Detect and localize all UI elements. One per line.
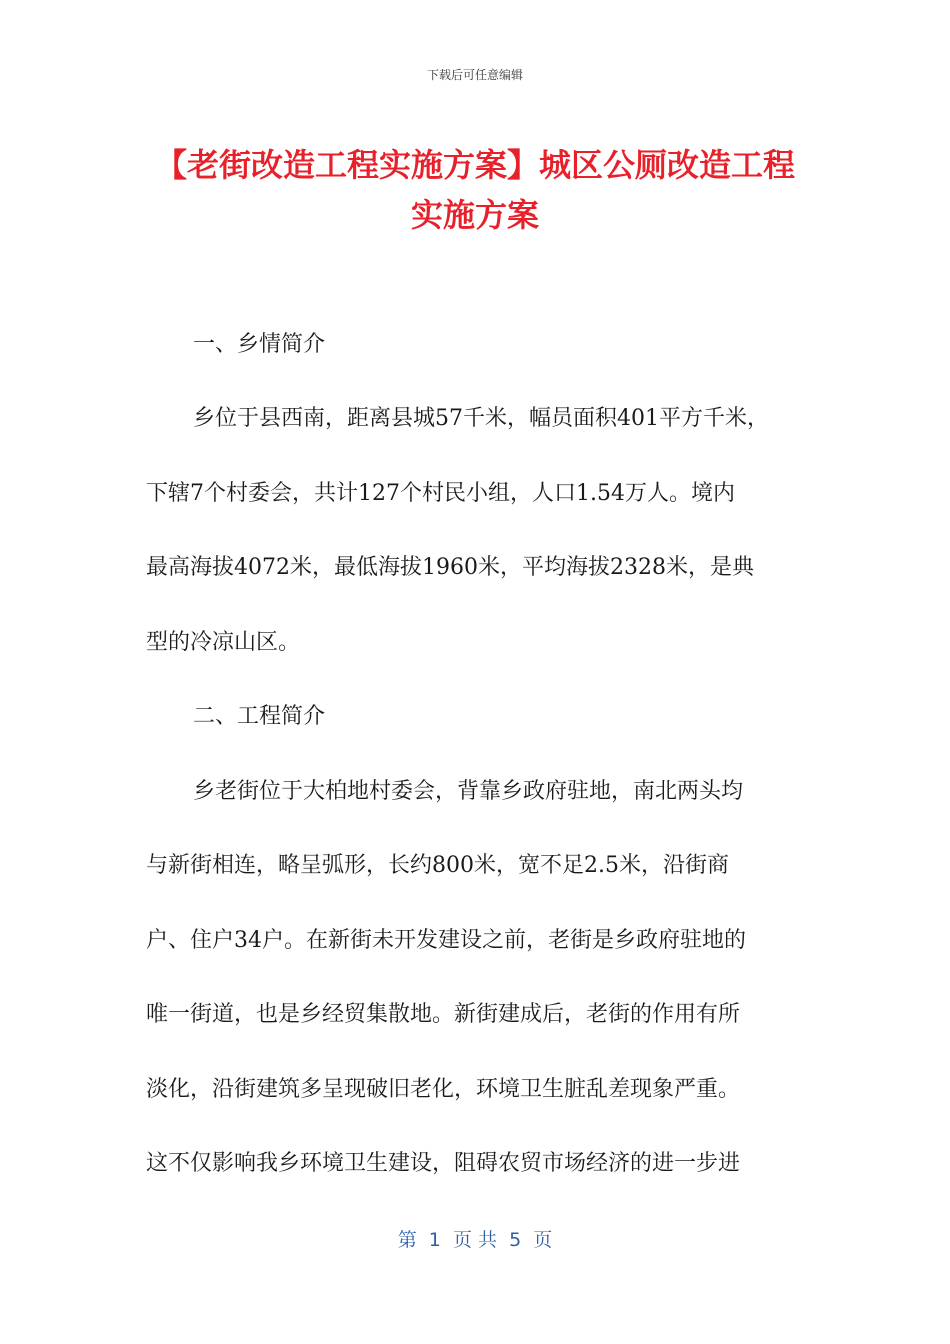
paragraph-line: 户、住户34户。在新街未开发建设之前，老街是乡政府驻地的 (146, 928, 746, 953)
paragraph-line: 型的冷凉山区。 (146, 630, 301, 655)
page-footer: 第 1 页 共 5 页 (397, 1229, 553, 1251)
section-heading-2: 二、工程简介 (193, 704, 326, 729)
section-heading-1: 一、乡情简介 (193, 332, 326, 357)
paragraph-line: 这不仅影响我乡环境卫生建设，阻碍农贸市场经济的进一步进 (146, 1151, 741, 1176)
paragraph-line: 与新街相连，略呈弧形，长约800米，宽不足2.5米，沿街商 (146, 853, 729, 878)
paragraph-line: 淡化，沿街建筑多呈现破旧老化，环境卫生脏乱差现象严重。 (146, 1077, 741, 1102)
paragraph-line: 乡位于县西南，距离县城57千米，幅员面积401平方千米， (193, 406, 769, 431)
paragraph-line: 最高海拔4072米，最低海拔1960米，平均海拔2328米，是典 (146, 555, 754, 580)
paragraph-line: 下辖7个村委会，共计127个村民小组，人口1.54万人。境内 (146, 481, 735, 506)
document-title: 【老街改造工程实施方案】城区公厕改造工程实施方案 (154, 146, 795, 234)
paragraph-line: 乡老街位于大柏地村委会，背靠乡政府驻地，南北两头均 (193, 779, 744, 804)
header-note: 下载后可任意编辑 (426, 68, 523, 82)
paragraph-line: 唯一街道，也是乡经贸集散地。新街建成后，老街的作用有所 (146, 1002, 741, 1027)
